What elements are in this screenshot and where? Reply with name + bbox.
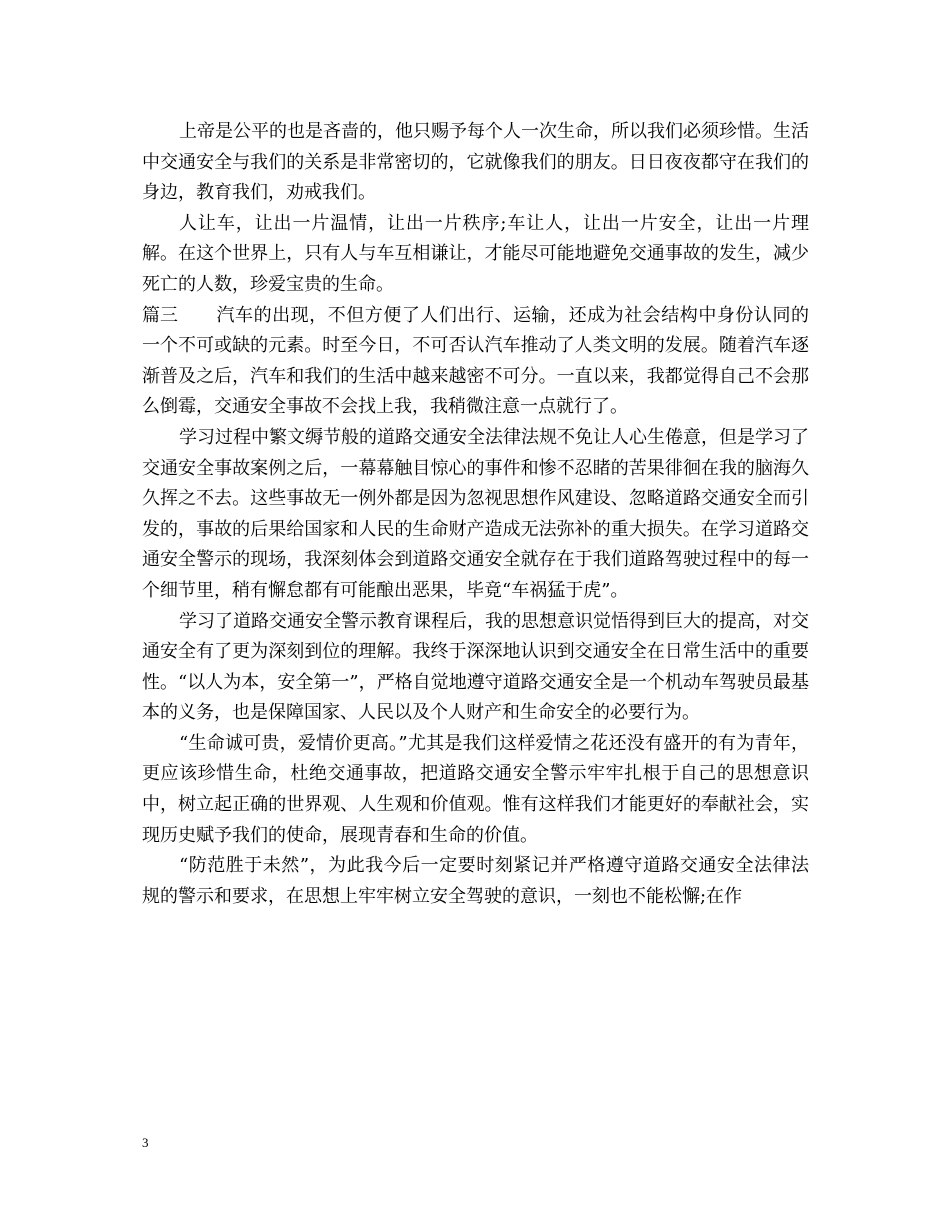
page-number: 3 <box>142 1135 149 1150</box>
paragraph-4: 学习过程中繁文缛节般的道路交通安全法律法规不免让人心生倦意，但是学习了交通安全事故案例之后，一幕幕触目惊心的事件和惨不忍睹的苦果徘徊在我的脑海久久挥之不去。这些事故无一例外都是因为忽视思想作风建设、忽略道路交通安全而引发的，事故的后果给国家和人民的生命财产造成无法弥补的重大损失。在学习道路交通安全警示的现场，我深刻体会到道路交通安全就存在于我们道路驾驶过程中的每一个细节里，稍有懈怠都有可能酿出恶果，毕竟“车祸猛于虎”。 <box>142 426 809 601</box>
paragraph-2: 人让车，让出一片温情，让出一片秩序;车让人，让出一片安全，让出一片理解。在这个世界上，只有人与车互相谦让，才能尽可能地避免交通事故的发生，减少死亡的人数，珍爱宝贵的生命。 <box>142 212 809 295</box>
paragraph-6: “生命诚可贵，爱情价更高。”尤其是我们这样爱情之花还没有盛开的有为青年，更应该珍惜生命，杜绝交通事故，把道路交通安全警示牢牢扎根于自己的思想意识中，树立起正确的世界观、人生观和价值观。惟有这样我们才能更好的奉献社会，实现历史赋予我们的使命，展现青春和生命的价值。 <box>142 732 809 846</box>
paragraph-3-text: 汽车的出现，不但方便了人们出行、运输，还成为社会结构中身份认同的一个不可或缺的元素。时至今日，不可否认汽车推动了人类文明的发展。随着汽车逐渐普及之后，汽车和我们的生活中越来越密不可分。一直以来，我都觉得自己不会那么倒霉，交通安全事故不会找上我，我稍微注意一点就行了。 <box>142 304 809 418</box>
paragraph-5: 学习了道路交通安全警示教育课程后，我的思想意识觉悟得到巨大的提高，对交通安全有了更为深刻到位的理解。我终于深深地认识到交通安全在日常生活中的重要性。“以人为本，安全第一”，严格自觉地遵守道路交通安全是一个机动车驾驶员最基本的义务，也是保障国家、人民以及个人财产和生命安全的必要行为。 <box>142 610 809 724</box>
paragraph-1: 上帝是公平的也是吝啬的，他只赐予每个人一次生命，所以我们必须珍惜。生活中交通安全与我们的关系是非常密切的，它就像我们的朋友。日日夜夜都守在我们的身边，教育我们，劝戒我们。 <box>142 121 809 204</box>
paragraph-3 <box>142 301 809 423</box>
document-body <box>142 117 809 912</box>
section-label: 篇三 <box>142 304 178 326</box>
paragraph-7: “防范胜于未然”，为此我今后一定要时刻紧记并严格遵守道路交通安全法律法规的警示和要求，在思想上牢牢树立安全驾驶的意识，一刻也不能松懈;在作 <box>142 855 809 907</box>
